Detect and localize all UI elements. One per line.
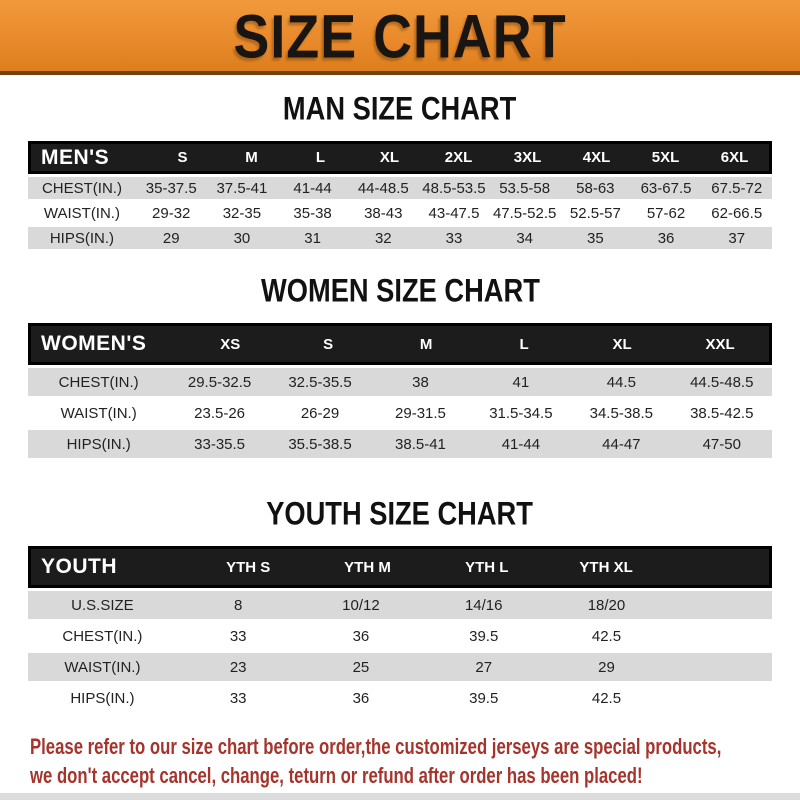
- disclaimer-line-2: we don't accept cancel, change, teturn or refund after order has been placed!: [30, 763, 643, 788]
- men-table-title: MEN'S: [41, 145, 110, 169]
- size-value-cell: 39.5: [469, 627, 499, 645]
- youth-size-table: [28, 546, 772, 712]
- column-header: 2XL: [444, 149, 473, 166]
- size-value-cell: 37: [728, 229, 746, 247]
- column-header: L: [519, 335, 529, 353]
- youth-section-heading-text: YOUTH SIZE CHART: [266, 494, 534, 533]
- size-value-cell: 35-38: [293, 204, 332, 222]
- size-value-cell: 29-32: [152, 204, 191, 222]
- column-header: YTH L: [465, 558, 509, 576]
- size-value-cell: 35-37.5: [145, 179, 197, 197]
- size-value-cell: 35: [587, 229, 604, 247]
- size-value-cell: 32: [374, 229, 392, 247]
- column-header: XL: [612, 335, 632, 353]
- disclaimer-line-1: Please refer to our size chart before order,the customized jerseys are special products,: [30, 734, 722, 759]
- size-value-cell: 29.5-32.5: [187, 373, 252, 391]
- size-chart-banner: [0, 0, 800, 75]
- row-label: CHEST(IN.): [62, 627, 143, 645]
- table-row: [28, 591, 772, 619]
- size-value-cell: 63-67.5: [640, 179, 692, 197]
- size-value-cell: 8: [234, 596, 243, 614]
- size-value-cell: 10/12: [342, 596, 380, 614]
- row-label: HIPS(IN.): [49, 229, 115, 247]
- column-header: XL: [379, 149, 400, 166]
- column-header: XS: [220, 335, 241, 353]
- column-header: YTH XL: [579, 558, 633, 576]
- size-value-cell: 52.5-57: [569, 204, 621, 222]
- table-row: [28, 227, 772, 249]
- table-row: [28, 202, 772, 224]
- size-value-cell: 41-44: [501, 435, 541, 453]
- row-label: WAIST(IN.): [64, 658, 141, 676]
- size-value-cell: 30: [233, 229, 251, 247]
- size-value-cell: 43-47.5: [428, 204, 480, 222]
- size-value-cell: 38.5-41: [395, 435, 446, 453]
- youth-table-title: YOUTH: [41, 555, 117, 578]
- table-row: [28, 177, 772, 199]
- men-size-table: [28, 141, 772, 249]
- size-value-cell: 47-50: [702, 435, 741, 453]
- size-value-cell: 31: [304, 229, 321, 247]
- column-header: S: [177, 149, 188, 166]
- column-header: M: [245, 149, 258, 166]
- size-value-cell: 62-66.5: [711, 204, 763, 222]
- size-value-cell: 18/20: [587, 596, 626, 614]
- size-value-cell: 29-31.5: [395, 404, 446, 422]
- size-value-cell: 33-35.5: [194, 435, 246, 453]
- size-value-cell: 36: [657, 229, 675, 247]
- size-value-cell: 42.5: [591, 627, 622, 645]
- size-value-cell: 36: [352, 627, 370, 645]
- size-value-cell: 34: [516, 229, 533, 247]
- size-value-cell: 25: [352, 658, 370, 676]
- column-header: 4XL: [582, 149, 611, 166]
- size-value-cell: 41-44: [293, 179, 332, 197]
- size-value-cell: 38: [412, 373, 429, 391]
- women-size-table: [28, 323, 772, 458]
- banner-title: SIZE CHART: [233, 0, 567, 71]
- column-header: S: [323, 335, 334, 353]
- size-value-cell: 36: [352, 689, 370, 707]
- size-value-cell: 33: [229, 689, 247, 707]
- column-header: YTH M: [344, 558, 391, 576]
- size-value-cell: 53.5-58: [499, 179, 551, 197]
- youth-table-header-row: [28, 546, 772, 588]
- size-value-cell: 67.5-72: [711, 179, 763, 197]
- size-value-cell: 27: [475, 658, 493, 676]
- size-value-cell: 58-63: [576, 179, 615, 197]
- size-value-cell: 42.5: [591, 689, 622, 707]
- column-header: M: [419, 335, 433, 353]
- row-label: CHEST(IN.): [41, 179, 122, 197]
- size-value-cell: 44-48.5: [357, 179, 409, 197]
- size-value-cell: 44-47: [602, 435, 641, 453]
- disclaimer-note: [30, 732, 800, 790]
- row-label: WAIST(IN.): [43, 204, 120, 222]
- table-row: [28, 399, 772, 427]
- bottom-divider: [0, 793, 800, 800]
- size-value-cell: 32-35: [222, 204, 262, 222]
- size-value-cell: 44.5: [606, 373, 636, 391]
- size-value-cell: 29: [598, 658, 615, 676]
- size-value-cell: 26-29: [300, 404, 340, 422]
- size-value-cell: 34.5-38.5: [589, 404, 654, 422]
- table-row: [28, 653, 772, 681]
- row-label: WAIST(IN.): [60, 404, 137, 422]
- row-label: CHEST(IN.): [58, 373, 139, 391]
- column-header: L: [315, 149, 326, 166]
- size-value-cell: 57-62: [646, 204, 686, 222]
- size-value-cell: 48.5-53.5: [422, 179, 486, 197]
- men-section-heading-text: MAN SIZE CHART: [283, 89, 517, 128]
- size-value-cell: 39.5: [469, 689, 499, 707]
- row-label: HIPS(IN.): [70, 689, 135, 707]
- size-value-cell: 38.5-42.5: [690, 404, 754, 422]
- women-table-title: WOMEN'S: [41, 332, 147, 355]
- size-value-cell: 37.5-41: [216, 179, 268, 197]
- size-value-cell: 29: [162, 229, 180, 247]
- size-value-cell: 23: [229, 658, 247, 676]
- men-table-header-row: [28, 141, 772, 174]
- size-value-cell: 41: [512, 373, 530, 391]
- size-value-cell: 47.5-52.5: [492, 204, 557, 222]
- table-row: [28, 684, 772, 712]
- column-header: 3XL: [513, 149, 542, 166]
- table-row: [28, 430, 772, 458]
- size-value-cell: 31.5-34.5: [489, 404, 553, 422]
- column-header: YTH S: [226, 558, 271, 576]
- men-section-heading: [0, 91, 800, 127]
- women-section-heading-text: WOMEN SIZE CHART: [260, 271, 540, 310]
- column-header: XXL: [705, 335, 735, 353]
- table-row: [28, 622, 772, 650]
- size-value-cell: 35.5-38.5: [288, 435, 352, 453]
- table-row: [28, 368, 772, 396]
- youth-section-heading: [0, 496, 800, 532]
- size-value-cell: 32.5-35.5: [288, 373, 352, 391]
- size-value-cell: 44.5-48.5: [690, 373, 754, 391]
- column-header: 6XL: [720, 149, 749, 166]
- size-value-cell: 33: [445, 229, 463, 247]
- size-value-cell: 23.5-26: [194, 404, 246, 422]
- column-header: 5XL: [651, 149, 680, 166]
- women-table-header-row: [28, 323, 772, 365]
- women-section-heading: [0, 273, 800, 309]
- row-label: HIPS(IN.): [66, 435, 131, 453]
- size-value-cell: 33: [229, 627, 247, 645]
- row-label: U.S.SIZE: [71, 596, 134, 614]
- size-value-cell: 38-43: [364, 204, 403, 222]
- size-value-cell: 14/16: [464, 596, 503, 614]
